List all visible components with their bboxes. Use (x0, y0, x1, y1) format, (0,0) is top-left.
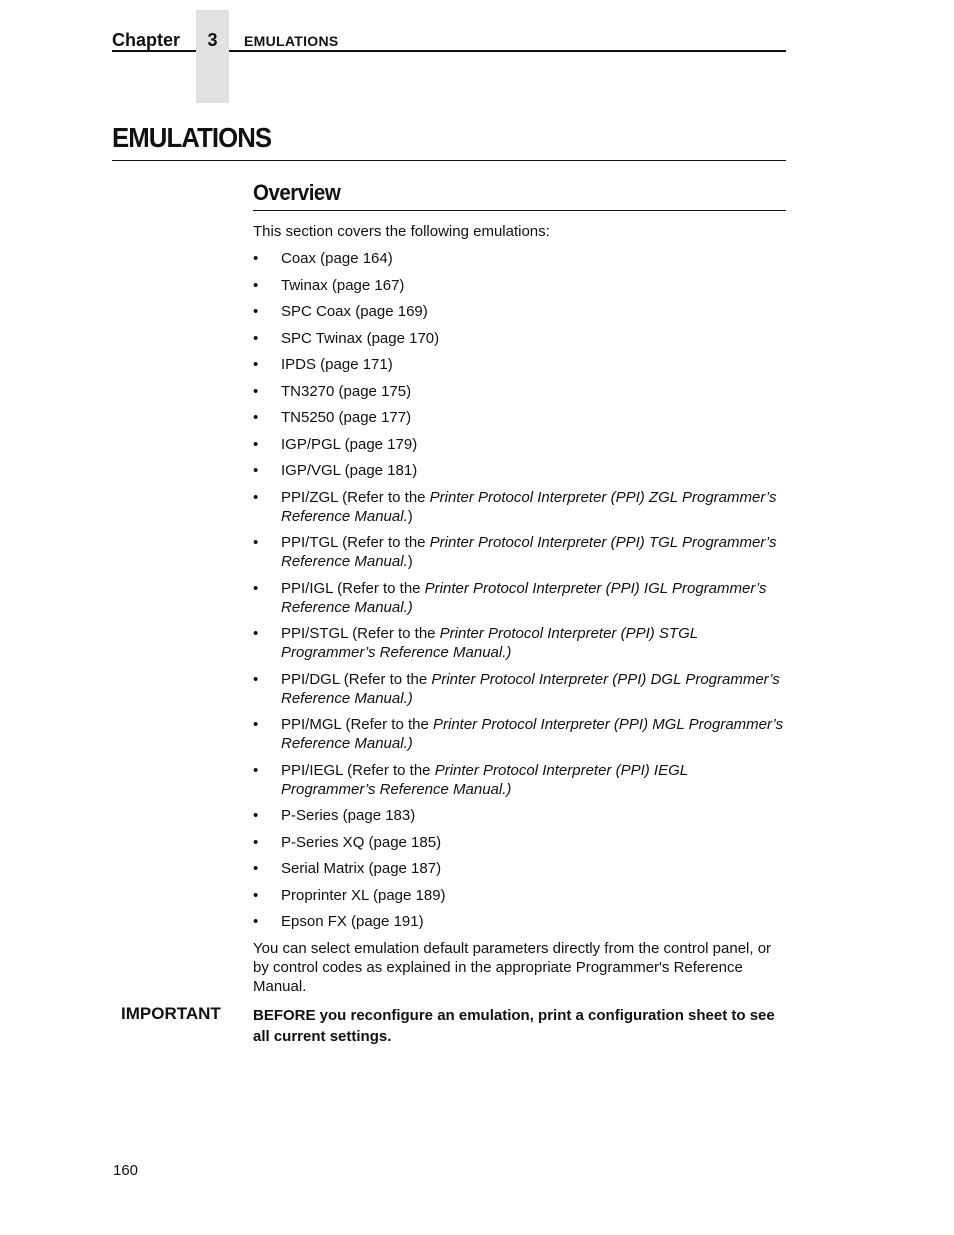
list-item-text: PPI/DGL (Refer to the (281, 670, 432, 688)
list-item (253, 886, 786, 905)
manual-reference: Printer Protocol Interpreter (PPI) IEGL Programmer’s Reference Manual.) (281, 761, 688, 798)
bullet-icon: • (253, 670, 259, 688)
bullet-icon: • (253, 356, 259, 373)
bullet-icon: • (253, 625, 259, 642)
list-item (253, 670, 786, 708)
header-rule-right (229, 50, 786, 52)
outro-paragraph: You can select emulation default parameters directly from the control panel, or by control codes as explained in the appropriate Programmer's Reference Manual. (253, 939, 772, 995)
list-item-text: Twinax (page 167) (281, 276, 405, 294)
chapter-tab (196, 10, 229, 103)
list-item-text: PPI/TGL (Refer to the (281, 534, 430, 551)
bullet-icon: • (253, 250, 259, 267)
bullet-icon: • (253, 329, 259, 347)
running-title: EMULATIONS (244, 33, 339, 49)
list-item (253, 833, 786, 852)
list-item-tail: ) (407, 507, 413, 525)
important-label: IMPORTANT (121, 1004, 221, 1023)
bullet-icon: • (253, 716, 259, 733)
list-item (253, 533, 786, 571)
list-item-text: IPDS (page 171) (281, 356, 393, 373)
emulation-list (253, 249, 786, 931)
list-item (253, 715, 786, 753)
bullet-icon: • (253, 886, 259, 904)
bullet-icon: • (253, 462, 259, 479)
bullet-icon: • (253, 534, 259, 551)
section-rule (253, 210, 786, 211)
bullet-icon: • (253, 913, 259, 930)
list-item-text: P-Series (page 183) (281, 807, 416, 824)
list-item (253, 579, 786, 617)
list-item-text: P-Series XQ (page 185) (281, 833, 442, 851)
manual-reference: Printer Protocol Interpreter (PPI) IGL Programmer’s Reference Manual.) (281, 579, 767, 616)
list-item (253, 761, 786, 799)
bullet-icon: • (253, 435, 259, 453)
page-title: EMULATIONS (112, 122, 272, 153)
list-item (253, 488, 786, 526)
list-item (253, 461, 786, 480)
list-item-text: TN5250 (page 177) (281, 409, 412, 426)
list-item (253, 624, 786, 662)
list-item-text: Epson FX (page 191) (281, 913, 424, 930)
list-item (253, 859, 786, 878)
intro-paragraph: This section covers the following emulations: (253, 223, 550, 240)
manual-reference: Printer Protocol Interpreter (PPI) STGL Programmer’s Reference Manual.) (281, 625, 698, 661)
list-item (253, 912, 786, 931)
manual-reference: Printer Protocol Interpreter (PPI) ZGL Programmer’s Reference Manual. (281, 488, 777, 525)
list-item-text: PPI/IEGL (Refer to the (281, 761, 435, 779)
list-item-text: Proprinter XL (page 189) (281, 886, 446, 904)
list-item (253, 329, 786, 348)
list-item-text: IGP/PGL (page 179) (281, 435, 418, 453)
list-item (253, 382, 786, 401)
bullet-icon: • (253, 579, 259, 597)
bullet-icon: • (253, 833, 259, 851)
list-item (253, 435, 786, 454)
bullet-icon: • (253, 303, 259, 320)
manual-reference: Printer Protocol Interpreter (PPI) TGL Programmer’s Reference Manual. (281, 534, 777, 570)
header-rule-left (112, 50, 196, 52)
page-number: 160 (113, 1162, 139, 1179)
list-item-text: SPC Twinax (page 170) (281, 329, 440, 347)
bullet-icon: • (253, 761, 259, 779)
chapter-label: Chapter (112, 30, 181, 50)
list-item (253, 355, 786, 374)
list-item-text: TN3270 (page 175) (281, 382, 412, 400)
list-item-tail: ) (407, 553, 413, 570)
list-item-text: PPI/MGL (Refer to the (281, 716, 433, 733)
list-item (253, 302, 786, 321)
list-item-text: Coax (page 164) (281, 250, 393, 267)
title-rule (112, 160, 786, 161)
bullet-icon: • (253, 382, 259, 400)
list-item-text: PPI/IGL (Refer to the (281, 579, 425, 597)
bullet-icon: • (253, 276, 259, 294)
chapter-number: 3 (207, 30, 218, 50)
bullet-icon: • (253, 409, 259, 426)
list-item (253, 408, 786, 427)
list-item (253, 806, 786, 825)
bullet-icon: • (253, 860, 259, 877)
bullet-icon: • (253, 807, 259, 824)
section-content (253, 222, 786, 996)
list-item-text: IGP/VGL (page 181) (281, 462, 418, 479)
manual-reference: Printer Protocol Interpreter (PPI) MGL Programmer’s Reference Manual.) (281, 716, 784, 752)
list-item-text: SPC Coax (page 169) (281, 303, 428, 320)
bullet-icon: • (253, 488, 259, 506)
list-item-text: PPI/STGL (Refer to the (281, 625, 440, 642)
list-item (253, 276, 786, 295)
list-item (253, 249, 786, 268)
important-text: BEFORE you reconfigure an emulation, print a configuration sheet to see all current settings. (253, 1007, 775, 1045)
manual-reference: Printer Protocol Interpreter (PPI) DGL Programmer’s Reference Manual.) (281, 670, 780, 707)
list-item-text: PPI/ZGL (Refer to the (281, 488, 430, 506)
section-heading: Overview (253, 180, 341, 205)
list-item-text: Serial Matrix (page 187) (281, 860, 442, 877)
